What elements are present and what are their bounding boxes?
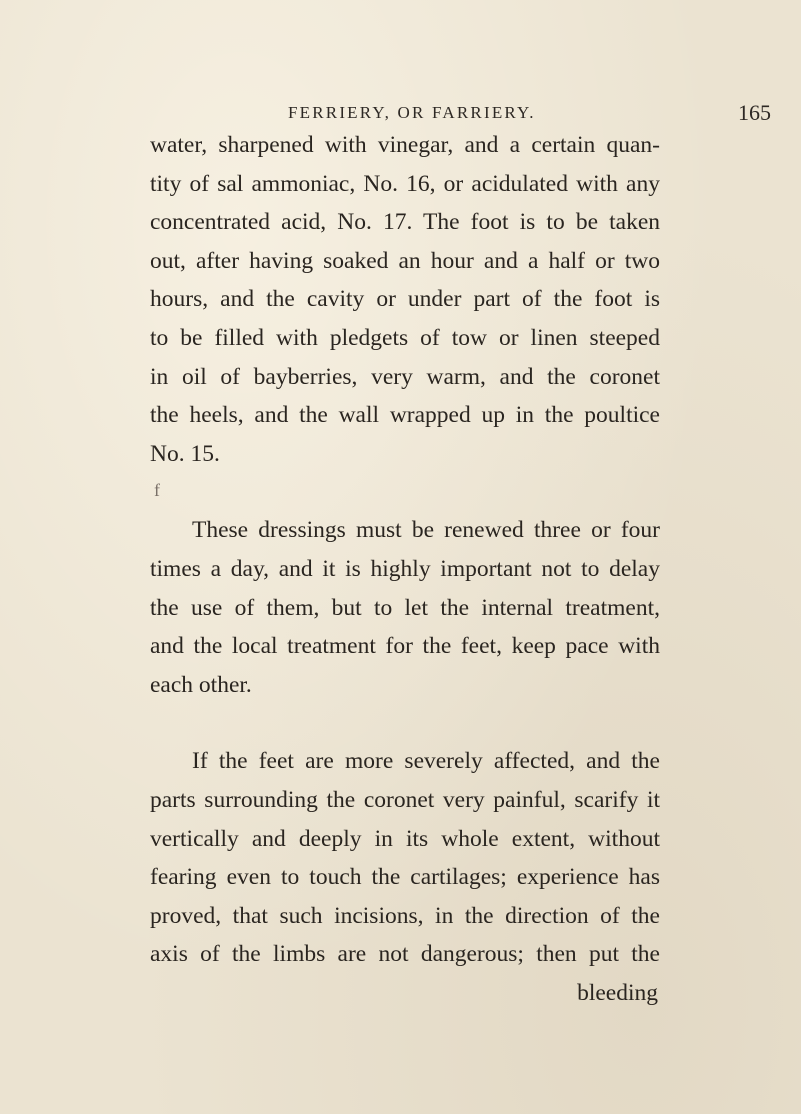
text-line: and the local treatment for the feet, keep pace with — [150, 633, 660, 660]
text-line: times a day, and it is highly important not to delay — [150, 555, 660, 582]
text-line: water, sharpened with vinegar, and a certain quan- — [150, 132, 660, 158]
text-line: axis of the limbs are not dangerous; then put the — [150, 941, 660, 968]
text-line: parts surrounding the coronet very painful, scarify it — [150, 786, 660, 813]
running-head: FERRIERY, OR FARRIERY. — [288, 103, 536, 122]
text-line: proved, that such incisions, in the direction of the — [150, 902, 660, 929]
text-line: tity of sal ammoniac, No. 16, or acidulated with any — [150, 170, 660, 197]
text-line: fearing even to touch the cartilages; experience has — [150, 864, 660, 891]
paragraph-2 — [150, 511, 660, 704]
paragraph-1 — [150, 126, 660, 473]
text-line: the heels, and the wall wrapped up in the poultice — [150, 402, 660, 429]
text-line: If the feet are more severely affected, and the — [192, 748, 660, 775]
body-text — [150, 126, 660, 1012]
paragraph-gap — [150, 704, 660, 742]
text-line: the use of them, but to let the internal treatment, — [150, 594, 660, 621]
text-line: to be filled with pledgets of tow or linen steeped — [150, 324, 660, 351]
paragraph-gap — [150, 473, 660, 511]
text-line: in oil of bayberries, very warm, and the coronet — [150, 363, 660, 390]
page-number: 165 — [738, 100, 771, 125]
text-line: No. 15. — [150, 440, 220, 467]
margin-mark: f — [154, 480, 160, 500]
text-line: hours, and the cavity or under part of the foot is — [150, 286, 660, 313]
text-line: These dressings must be renewed three or four — [192, 517, 660, 544]
text-line: each other. — [150, 671, 252, 698]
text-line: out, after having soaked an hour and a half or two — [150, 247, 660, 274]
text-line: concentrated acid, No. 17. The foot is to be taken — [150, 209, 660, 236]
catchword: bleeding — [577, 979, 658, 1006]
text-line: vertically and deeply in its whole extent, without — [150, 825, 660, 852]
paragraph-3 — [150, 742, 660, 974]
